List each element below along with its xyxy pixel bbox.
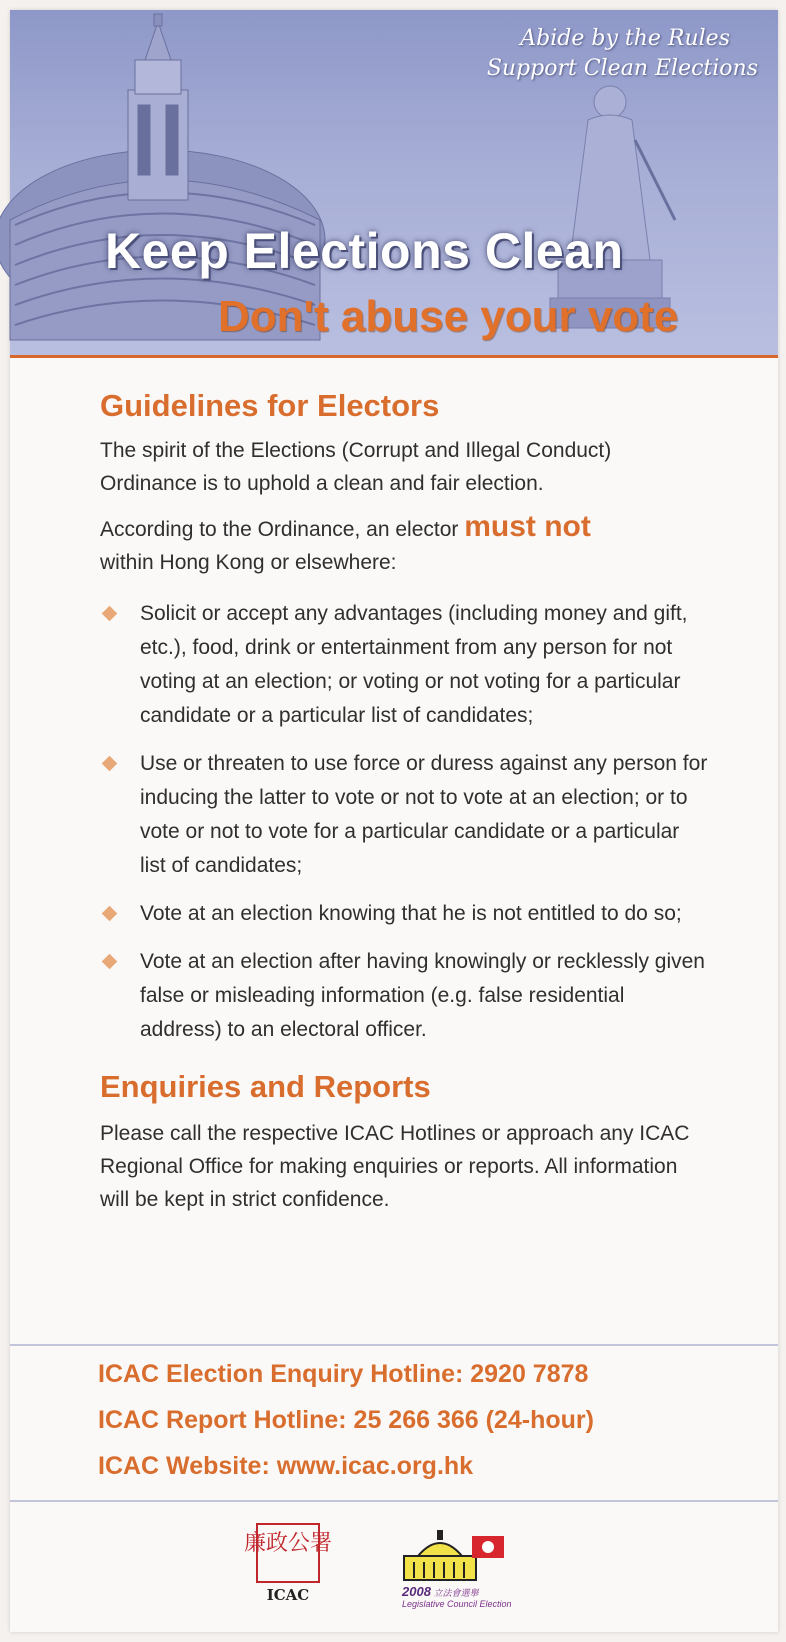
according-prefix: According to the Ordinance, an elector: [100, 518, 465, 541]
main-content: [100, 388, 710, 1216]
diamond-bullet-icon: [102, 606, 118, 622]
diamond-bullet-icon: [102, 954, 118, 970]
rule-text: Vote at an election knowing that he is not entitled to do so;: [140, 902, 682, 925]
logos-footer: [10, 1522, 778, 1622]
according-paragraph: [100, 510, 710, 579]
icac-seal-icon: [243, 1522, 333, 1586]
legco-chinese: 立法會選舉: [433, 1588, 479, 1598]
enquiries-paragraph: Please call the respective ICAC Hotlines or approach any ICAC Regional Office for making enquiries or reports. All information will be kept in strict confidence.: [100, 1122, 690, 1211]
diamond-bullet-icon: [102, 906, 118, 922]
list-item: [100, 897, 710, 931]
website-link[interactable]: ICAC Website: www.icac.org.hk: [98, 1452, 474, 1480]
rules-list: [100, 597, 710, 1047]
tagline-line-2: Support Clean Elections: [486, 56, 758, 81]
leaflet: [10, 10, 778, 1632]
legco-english: Legislative Council Election: [402, 1599, 512, 1609]
tagline: [486, 24, 758, 84]
icac-chinese-top: 廉政公署: [243, 1531, 333, 1556]
must-not-emphasis: must not: [464, 510, 591, 543]
list-item: [100, 597, 710, 733]
list-item: [100, 747, 710, 883]
report-hotline: ICAC Report Hotline: 25 266 366 (24-hour): [98, 1406, 594, 1434]
intro-paragraph: The spirit of the Elections (Corrupt and Illegal Conduct) Ordinance is to uphold a clean and fair election.: [100, 439, 612, 495]
legco-election-logo: [398, 1526, 510, 1610]
list-item: [100, 945, 710, 1047]
election-enquiry-hotline: ICAC Election Enquiry Hotline: 2920 7878: [98, 1360, 589, 1388]
icac-logo-text: ICAC: [266, 1586, 310, 1604]
rule-text: Solicit or accept any advantages (including money and gift, etc.), food, drink or entertainment from any person for not voting at an election; or voting or not voting for a particular candidate or a particular list of candidates;: [140, 602, 688, 727]
subheadline: Don't abuse your vote: [218, 292, 679, 341]
tagline-line-1: Abide by the Rules: [520, 26, 730, 51]
according-suffix: within Hong Kong or elsewhere:: [100, 551, 397, 574]
legco-election-caption: [402, 1584, 512, 1609]
diamond-bullet-icon: [102, 756, 118, 772]
hotlines-panel: [10, 1344, 778, 1502]
legco-building-icon: [398, 1526, 510, 1586]
icac-logo: [243, 1522, 333, 1610]
rule-text: Use or threaten to use force or duress against any person for inducing the latter to vote or not to vote at an election; or to vote or not to vote for a particular candidate or a particular list of candidates;: [140, 752, 708, 877]
enquiries-heading: Enquiries and Reports: [100, 1069, 431, 1104]
header-banner: [10, 10, 778, 358]
headline: Keep Elections Clean: [105, 223, 624, 279]
legco-year: 2008: [402, 1584, 431, 1599]
guidelines-heading: Guidelines for Electors: [100, 388, 440, 423]
rule-text: Vote at an election after having knowingly or recklessly given false or misleading information (e.g. false residential address) to an electoral officer.: [140, 950, 705, 1041]
